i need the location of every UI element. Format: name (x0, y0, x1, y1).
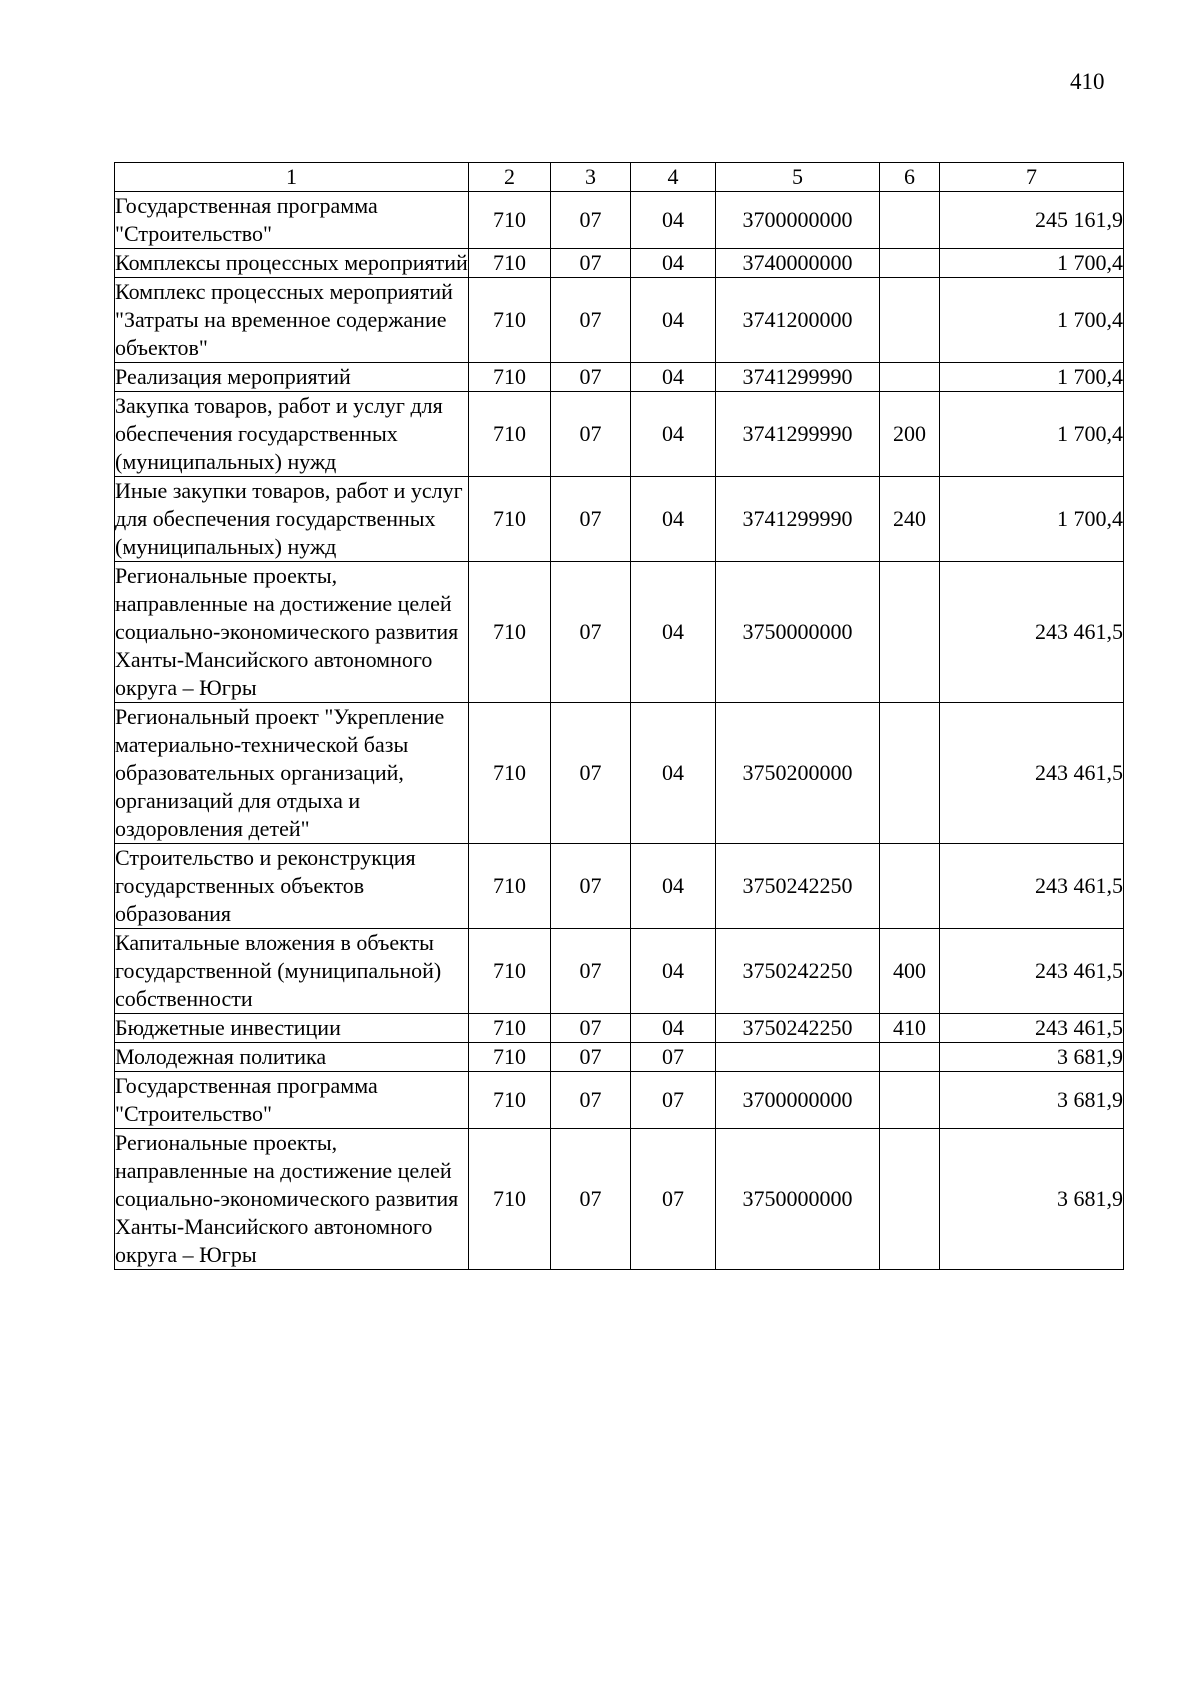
subsection-cell: 04 (631, 703, 716, 844)
column-header-4: 4 (631, 163, 716, 192)
target-article-cell: 3741299990 (716, 477, 880, 562)
subsection-cell: 04 (631, 192, 716, 249)
expense-type-cell: 410 (880, 1014, 940, 1043)
subsection-cell: 04 (631, 1014, 716, 1043)
table-row (115, 278, 1124, 363)
amount-cell: 3 681,9 (940, 1072, 1124, 1129)
row-name-cell: Капитальные вложения в объекты государственной (муниципальной) собственности (115, 929, 469, 1014)
table-row (115, 249, 1124, 278)
section-cell: 07 (551, 1072, 631, 1129)
expense-type-cell (880, 1129, 940, 1270)
table-row (115, 192, 1124, 249)
subsection-cell: 07 (631, 1129, 716, 1270)
subsection-cell: 07 (631, 1072, 716, 1129)
expense-type-cell (880, 844, 940, 929)
section-cell: 07 (551, 477, 631, 562)
row-name-cell: Реализация мероприятий (115, 363, 469, 392)
subsection-cell: 04 (631, 844, 716, 929)
code-cell: 710 (469, 278, 551, 363)
amount-cell: 245 161,9 (940, 192, 1124, 249)
target-article-cell: 3741200000 (716, 278, 880, 363)
section-cell: 07 (551, 192, 631, 249)
expense-type-cell: 400 (880, 929, 940, 1014)
row-name-cell: Региональные проекты, направленные на достижение целей социально-экономического развития Ханты-Мансийского автономного округа – Югры (115, 562, 469, 703)
target-article-cell: 3750200000 (716, 703, 880, 844)
section-cell: 07 (551, 844, 631, 929)
target-article-cell: 3700000000 (716, 1072, 880, 1129)
subsection-cell: 04 (631, 278, 716, 363)
amount-cell: 3 681,9 (940, 1129, 1124, 1270)
row-name-cell: Региональные проекты, направленные на достижение целей социально-экономического развития Ханты-Мансийского автономного округа – Югры (115, 1129, 469, 1270)
table-row (115, 1043, 1124, 1072)
expense-type-cell: 240 (880, 477, 940, 562)
code-cell: 710 (469, 249, 551, 278)
expense-type-cell (880, 1043, 940, 1072)
section-cell: 07 (551, 1043, 631, 1072)
table-row (115, 1129, 1124, 1270)
section-cell: 07 (551, 278, 631, 363)
code-cell: 710 (469, 1043, 551, 1072)
subsection-cell: 04 (631, 392, 716, 477)
row-name-cell: Региональный проект "Укрепление материально-технической базы образовательных организаций, организаций для отдыха и оздоровления детей" (115, 703, 469, 844)
section-cell: 07 (551, 363, 631, 392)
target-article-cell: 3741299990 (716, 363, 880, 392)
column-header-7: 7 (940, 163, 1124, 192)
target-article-cell: 3740000000 (716, 249, 880, 278)
amount-cell: 243 461,5 (940, 929, 1124, 1014)
header-row (115, 163, 1124, 192)
row-name-cell: Бюджетные инвестиции (115, 1014, 469, 1043)
amount-cell: 243 461,5 (940, 844, 1124, 929)
section-cell: 07 (551, 703, 631, 844)
section-cell: 07 (551, 1129, 631, 1270)
section-cell: 07 (551, 929, 631, 1014)
expense-type-cell (880, 562, 940, 703)
amount-cell: 243 461,5 (940, 1014, 1124, 1043)
expense-type-cell (880, 1072, 940, 1129)
code-cell: 710 (469, 392, 551, 477)
column-header-6: 6 (880, 163, 940, 192)
subsection-cell: 07 (631, 1043, 716, 1072)
section-cell: 07 (551, 249, 631, 278)
subsection-cell: 04 (631, 477, 716, 562)
budget-table (114, 162, 1124, 1270)
table-row (115, 929, 1124, 1014)
section-cell: 07 (551, 562, 631, 703)
amount-cell: 1 700,4 (940, 278, 1124, 363)
table-row (115, 844, 1124, 929)
row-name-cell: Комплекс процессных мероприятий "Затраты на временное содержание объектов" (115, 278, 469, 363)
target-article-cell: 3700000000 (716, 192, 880, 249)
subsection-cell: 04 (631, 562, 716, 703)
table-row (115, 1072, 1124, 1129)
column-header-5: 5 (716, 163, 880, 192)
code-cell: 710 (469, 562, 551, 703)
subsection-cell: 04 (631, 363, 716, 392)
code-cell: 710 (469, 363, 551, 392)
subsection-cell: 04 (631, 929, 716, 1014)
table-row (115, 703, 1124, 844)
table-row (115, 477, 1124, 562)
table-row (115, 392, 1124, 477)
expense-type-cell (880, 278, 940, 363)
section-cell: 07 (551, 1014, 631, 1043)
code-cell: 710 (469, 1129, 551, 1270)
row-name-cell: Государственная программа "Строительство" (115, 1072, 469, 1129)
code-cell: 710 (469, 192, 551, 249)
amount-cell: 243 461,5 (940, 562, 1124, 703)
target-article-cell: 3750242250 (716, 929, 880, 1014)
amount-cell: 1 700,4 (940, 392, 1124, 477)
row-name-cell: Строительство и реконструкция государственных объектов образования (115, 844, 469, 929)
row-name-cell: Закупка товаров, работ и услуг для обеспечения государственных (муниципальных) нужд (115, 392, 469, 477)
expense-type-cell (880, 249, 940, 278)
target-article-cell: 3750000000 (716, 1129, 880, 1270)
code-cell: 710 (469, 844, 551, 929)
amount-cell: 3 681,9 (940, 1043, 1124, 1072)
column-header-3: 3 (551, 163, 631, 192)
expense-type-cell (880, 192, 940, 249)
target-article-cell (716, 1043, 880, 1072)
table-row (115, 562, 1124, 703)
code-cell: 710 (469, 1072, 551, 1129)
row-name-cell: Комплексы процессных мероприятий (115, 249, 469, 278)
table-row (115, 363, 1124, 392)
row-name-cell: Молодежная политика (115, 1043, 469, 1072)
subsection-cell: 04 (631, 249, 716, 278)
row-name-cell: Иные закупки товаров, работ и услуг для обеспечения государственных (муниципальных) нужд (115, 477, 469, 562)
code-cell: 710 (469, 929, 551, 1014)
section-cell: 07 (551, 392, 631, 477)
code-cell: 710 (469, 477, 551, 562)
target-article-cell: 3750242250 (716, 1014, 880, 1043)
code-cell: 710 (469, 703, 551, 844)
table-row (115, 1014, 1124, 1043)
expense-type-cell (880, 363, 940, 392)
row-name-cell: Государственная программа "Строительство" (115, 192, 469, 249)
amount-cell: 1 700,4 (940, 249, 1124, 278)
target-article-cell: 3750000000 (716, 562, 880, 703)
expense-type-cell (880, 703, 940, 844)
amount-cell: 243 461,5 (940, 703, 1124, 844)
code-cell: 710 (469, 1014, 551, 1043)
amount-cell: 1 700,4 (940, 363, 1124, 392)
target-article-cell: 3741299990 (716, 392, 880, 477)
page-number: 410 (1070, 69, 1105, 94)
expense-type-cell: 200 (880, 392, 940, 477)
column-header-2: 2 (469, 163, 551, 192)
amount-cell: 1 700,4 (940, 477, 1124, 562)
target-article-cell: 3750242250 (716, 844, 880, 929)
column-header-1: 1 (115, 163, 469, 192)
